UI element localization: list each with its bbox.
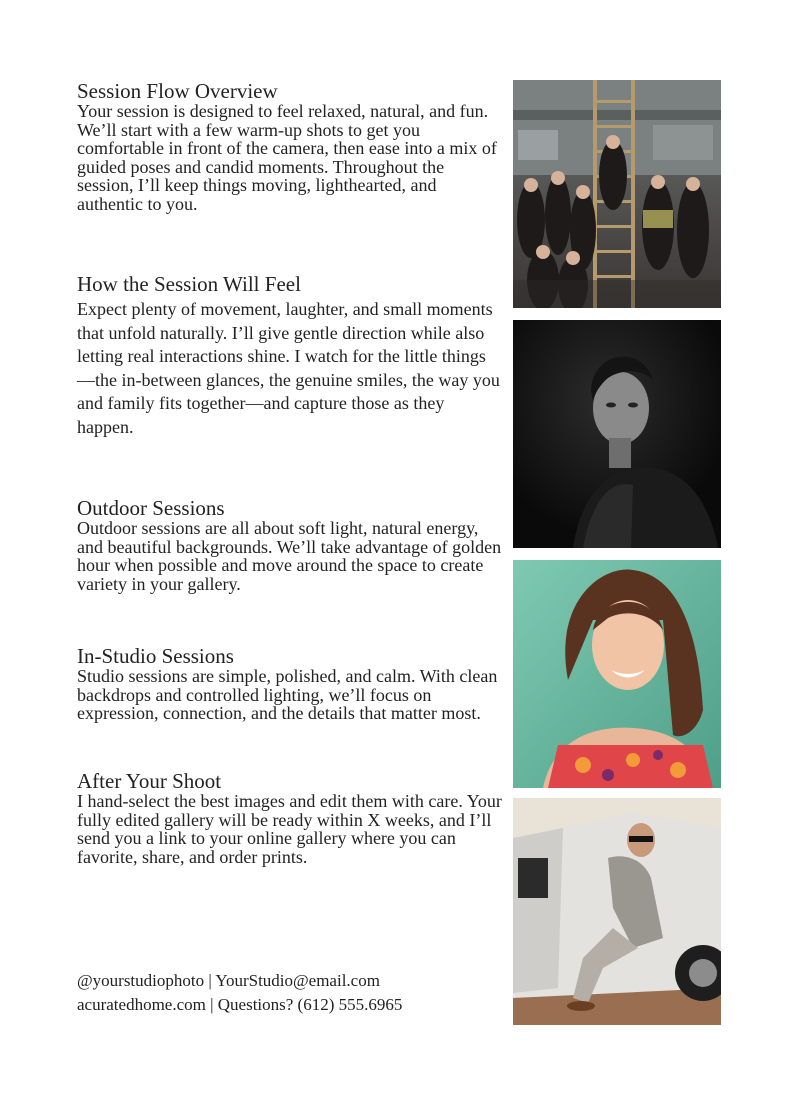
section-heading: Outdoor Sessions	[77, 496, 225, 520]
contact-footer	[77, 969, 402, 1017]
section-body: Expect plenty of movement, laughter, and small moments that unfold naturally. I’ll give gentle direction while also letting real interactions shine. I watch for the little things—the in-between glances, the genuine smiles, the way you and family fits together—and capture those as they happen.	[77, 299, 500, 437]
portrait-bw-photo	[513, 320, 721, 548]
footer-social-email: @yourstudiophoto | YourStudio@email.com	[77, 971, 380, 990]
section-heading: After Your Shoot	[77, 769, 222, 793]
section-body: I hand-select the best images and edit them with care. Your fully edited gallery will be ready within X weeks, and I’ll send you a link to your online gallery where you can favorite, share, and order prints.	[77, 791, 502, 867]
section-session-flow	[77, 80, 502, 213]
section-in-studio	[77, 645, 502, 723]
section-session-feel	[77, 273, 502, 439]
footer-website-phone: acuratedhome.com | Questions? (612) 555.6965	[77, 995, 403, 1014]
section-outdoor	[77, 497, 502, 593]
smiling-woman-photo	[513, 560, 721, 788]
section-heading: How the Session Will Feel	[77, 272, 301, 296]
section-body: Outdoor sessions are all about soft light, natural energy, and beautiful backgrounds. We’ll take advantage of golden hour when possible and move around the space to create variety in your gallery.	[77, 518, 502, 594]
group-photo	[513, 80, 721, 308]
man-car-photo	[513, 798, 721, 1025]
section-heading: Session Flow Overview	[77, 79, 278, 103]
section-body: Your session is designed to feel relaxed, natural, and fun. We’ll start with a few warm-up shots to get you comfortable in front of the camera, then ease into a mix of guided poses and candid moments. Throughout the session, I’ll keep things moving, lighthearted, and authentic to you.	[77, 101, 497, 214]
section-body: Studio sessions are simple, polished, and calm. With clean backdrops and controlled lighting, we’ll focus on expression, connection, and the details that matter most.	[77, 666, 498, 723]
section-heading: In-Studio Sessions	[77, 644, 234, 668]
section-after-shoot	[77, 770, 502, 866]
